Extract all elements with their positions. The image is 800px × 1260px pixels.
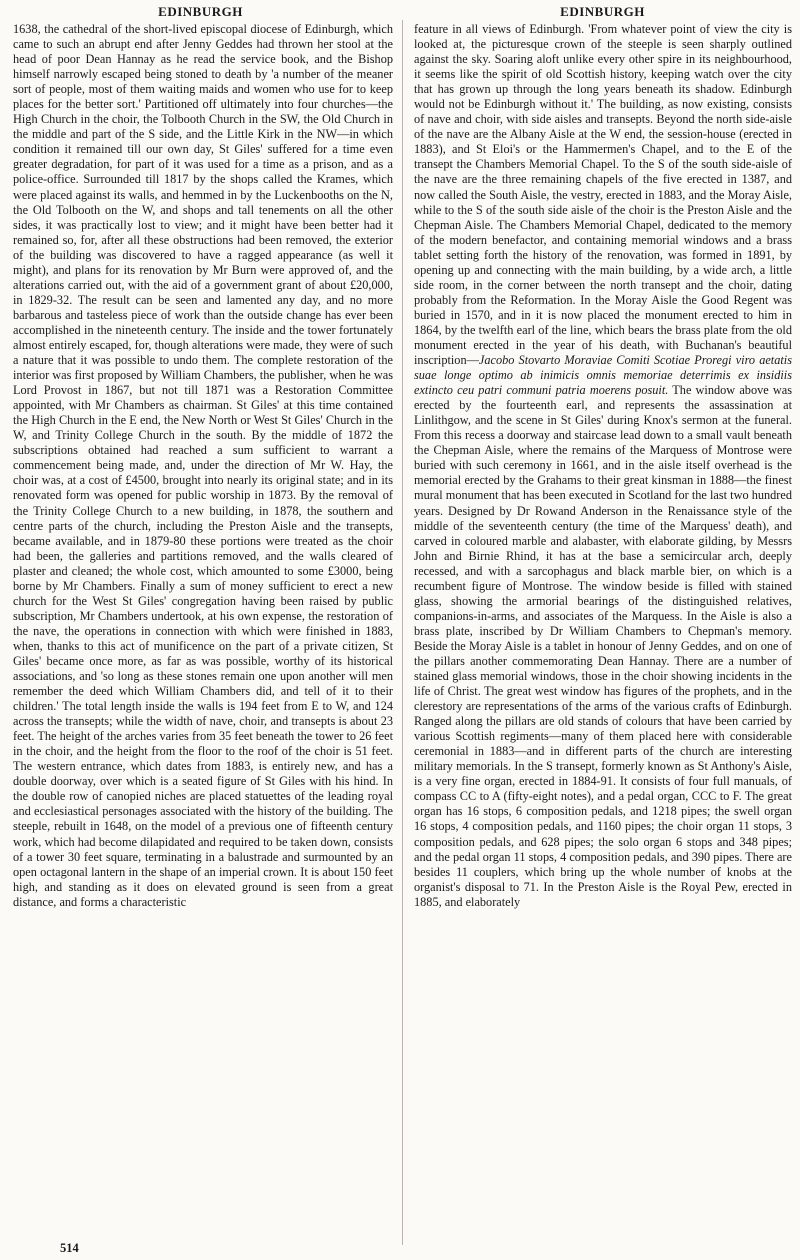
right-column — [414, 22, 792, 1244]
right-column-paragraph — [414, 22, 792, 910]
running-header-left: EDINBURGH — [158, 4, 243, 19]
left-column — [13, 22, 393, 1244]
page-number: 514 — [60, 1241, 79, 1255]
running-header-right: EDINBURGH — [560, 4, 645, 19]
latin-inscription: Jacobo Stovarto Moraviae Comiti Scotiae Proregi viro aetatis suae longe optimo ab inimicis omnis memoriae deterrimis ex insidiis extincto ceu patri communi patria moerens posuit. — [414, 353, 792, 398]
column-divider — [402, 20, 403, 1245]
left-column-text: 1638, the cathedral of the short-lived episcopal diocese of Edinburgh, which came to such an abrupt end after Jenny Geddes had thrown her stool at the head of poor Dean Hannay as he read the service book, and the Bishop himself narrowly escaped being stoned to death by 'a number of the meaner sort of people, most of them waiting maids and women who use for to keep places for the better sort.' Partitioned off ultimately into four churches—the High Church in the choir, the Tolbooth Church in the SW, the Old Church in the middle and part of the S side, and the Little Kirk in the NW—in which condition it remained till our own day, St Giles' suffered for a time even greater degradation, for part of it was used for a time as a prison, and as a police-office. Surrounded till 1817 by the shops called the Krames, which were placed against its walls, and hemmed in by the Luckenbooths on the N, the Old Tolbooth on the W, and shops and tall tenements on all the other sides, it was practically lost to view; and it might have been better had it remained so, for, after all these obstructions had been removed, the exterior of the building was discovered to have a ragged appearance (as well it might), and plans for its renovation by Mr Burn were approved of, and the alterations carried out, with the aid of a government grant of about £20,000, in 1829-32. The result can be seen and lamented any day, and no more barbarous and tasteless piece of work than the outside change has ever been accomplished in the nineteenth century. The inside and the tower fortunately almost entirely escaped, for, though alterations were made, they were of such a nature that it was possible to undo them. The complete restoration of the interior was first proposed by William Chambers, the publisher, when he was Lord Provost in 1867, but not till 1871 was a Restoration Committee appointed, with Mr Chambers as chairman. St Giles' at this time contained the High Church in the E end, the New North or West St Giles' Church in the W, and Trinity College Church in the south. By the middle of 1872 the subscriptions obtained had reached a sum sufficient to warrant a commencement being made, and, under the direction of Mr W. Hay, the choir was, at a cost of £4500, brought into nearly its original state; and in its renovated form was opened for public worship in 1873. By the removal of the Trinity College Church to a new building, in 1878, the southern and centre parts of the church, including the Preston Aisle and the transepts, became available, and in 1879-80 these portions were treated as the choir had been, the galleries and partitions removed, and the walls cleared of plaster and cleaned; the whole cost, which amounted to some £3000, being borne by Mr Chambers. Finally a sum of money sufficient to erect a new church for the West St Giles' congregation having been raised by public subscription, Mr Chambers undertook, at his own expense, the restoration of the nave, the operations in connection with which were finished in 1883, when, thanks to this act of munificence on the part of a private citizen, St Giles' became once more, as far as was possible, worthy of its historical associations, and 'so long as these stones remain one upon another will men remember the deed which William Chambers did, and tell of it to their children.' The total length inside the walls is 194 feet from E to W, and 124 across the transepts; while the width of nave, choir, and transepts is about 23 feet. The height of the arches varies from 35 feet beneath the tower to 26 feet in the choir, and the height from the floor to the roof of the choir is 51 feet. The western entrance, which dates from 1883, is entirely new, and has a double doorway, over which is a seated figure of St Giles with his hind. In the double row of canopied niches are placed statuettes of the leading royal and ecclesiastical personages associated with the history of the building. The steeple, rebuilt in 1648, on the model of a previous one of fifteenth century work, which had become dilapidated and required to be taken down, consists of a tower 30 feet square, terminating in a balustrade and surmounted by an open octagonal lantern in the shape of an imperial crown. It is about 150 feet high, and standing as it does on elevated ground is seen from a great distance, and forms a characteristic — [13, 22, 393, 909]
right-column-text-1: feature in all views of Edinburgh. 'From whatever point of view the city is looked at, the picturesque crown of the steeple is seen sharply outlined against the sky. Soaring aloft unlike every other spire in its neighbourhood, it seems like the spirit of old Scottish history, keeping watch over the city that has grown up through the long years beneath its shadow. Edinburgh would not be Edinburgh without it.' The building, as now existing, consists of nave and choir, with side aisles and transepts. Beyond the north side-aisle of the nave are the Albany Aisle at the W end, the session-house (erected in 1883), and St Eloi's or the Hammermen's Chapel, and to the E of the transept the Chambers Memorial Chapel. To the S of the south side-aisle of the nave are the three remaining chapels of the five erected in 1387, and now called the South Aisle, the vestry, erected in 1883, and the Moray Aisle, while to the S of the south side aisle of the choir is the Preston Aisle and the Chepman Aisle. The Chambers Memorial Chapel, dedicated to the memory of the modern benefactor, and containing memorial windows and a brass tablet setting forth the history of the renovation, was formed in 1891, by opening up and connecting with the main building, by a wide arch, a little side room, in the corner between the north transept and the choir, dating probably from the Reformation. In the Moray Aisle the Good Regent was buried in 1570, and in it is now placed the monument erected to him in 1864, by the twelfth earl of the line, which bears the brass plate from the old monument erected in the year of his death, with Buchanan's beautiful inscription— — [414, 22, 792, 368]
right-column-text-2: The window above was erected by the fourteenth earl, and represents the assassination at Linlithgow, and the scene in St Giles' during Knox's sermon at the funeral. From this recess a doorway and staircase lead down to a small vault beneath the Chepman Aisle, where the remains of the Marquess of Montrose were buried with such ceremony in 1661, and in the aisle itself overhead is the memorial erected by the Grahams to their great kinsman in 1888—the finest mural monument that has been executed in Scotland for the last two hundred years. Designed by Dr Rowand Anderson in the Renaissance style of the middle of the seventeenth century (the time of the Marquess' death), and carved in coloured marble and alabaster, with elaborate gilding, by Messrs John and Birnie Rhind, it has at the base a semicircular arch, deeply recessed, and with a sarcophagus and black marble bier, on which is a recumbent figure of Montrose. The window beside is filled with stained glass, showing the armorial bearings of the distinguished relatives, companions-in-arms, and associates of the Marquess. In the Aisle is also a brass plate, inscribed by Dr William Chambers to Chepman's memory. Beside the Moray Aisle is a tablet in honour of Jenny Geddes, and on one of the pillars another commemorating Dean Hannay. There are a number of stained glass memorial windows, those in the choir showing incidents in the life of Christ. The great west window has figures of the prophets, and in the clerestory are representations of the arms of the various crafts of Edinburgh. Ranged along the pillars are old stands of colours that have been carried by various Scottish regiments—many of them placed here with considerable ceremonial in 1883—and in different parts of the church are interesting military memorials. In the S transept, formerly known as St Anthony's Aisle, is a very fine organ, erected in 1884-91. It consists of four full manuals, of compass CC to A (fifty-eight notes), and a pedal organ, CCC to F. The great organ has 16 stops, 6 composition pedals, and 1218 pipes; the swell organ 16 stops, 4 composition pedals, and 1160 pipes; the choir organ 11 stops, 3 composition pedals, and 628 pipes; the solo organ 6 stops and 348 pipes; and the pedal organ 11 stops, 4 composition pedals, and 390 pipes. There are besides 11 couplers, which bring up the whole number of knobs at the organist's disposal to 71. In the Preston Aisle is the Royal Pew, erected in 1885, and elaborately — [414, 383, 792, 909]
